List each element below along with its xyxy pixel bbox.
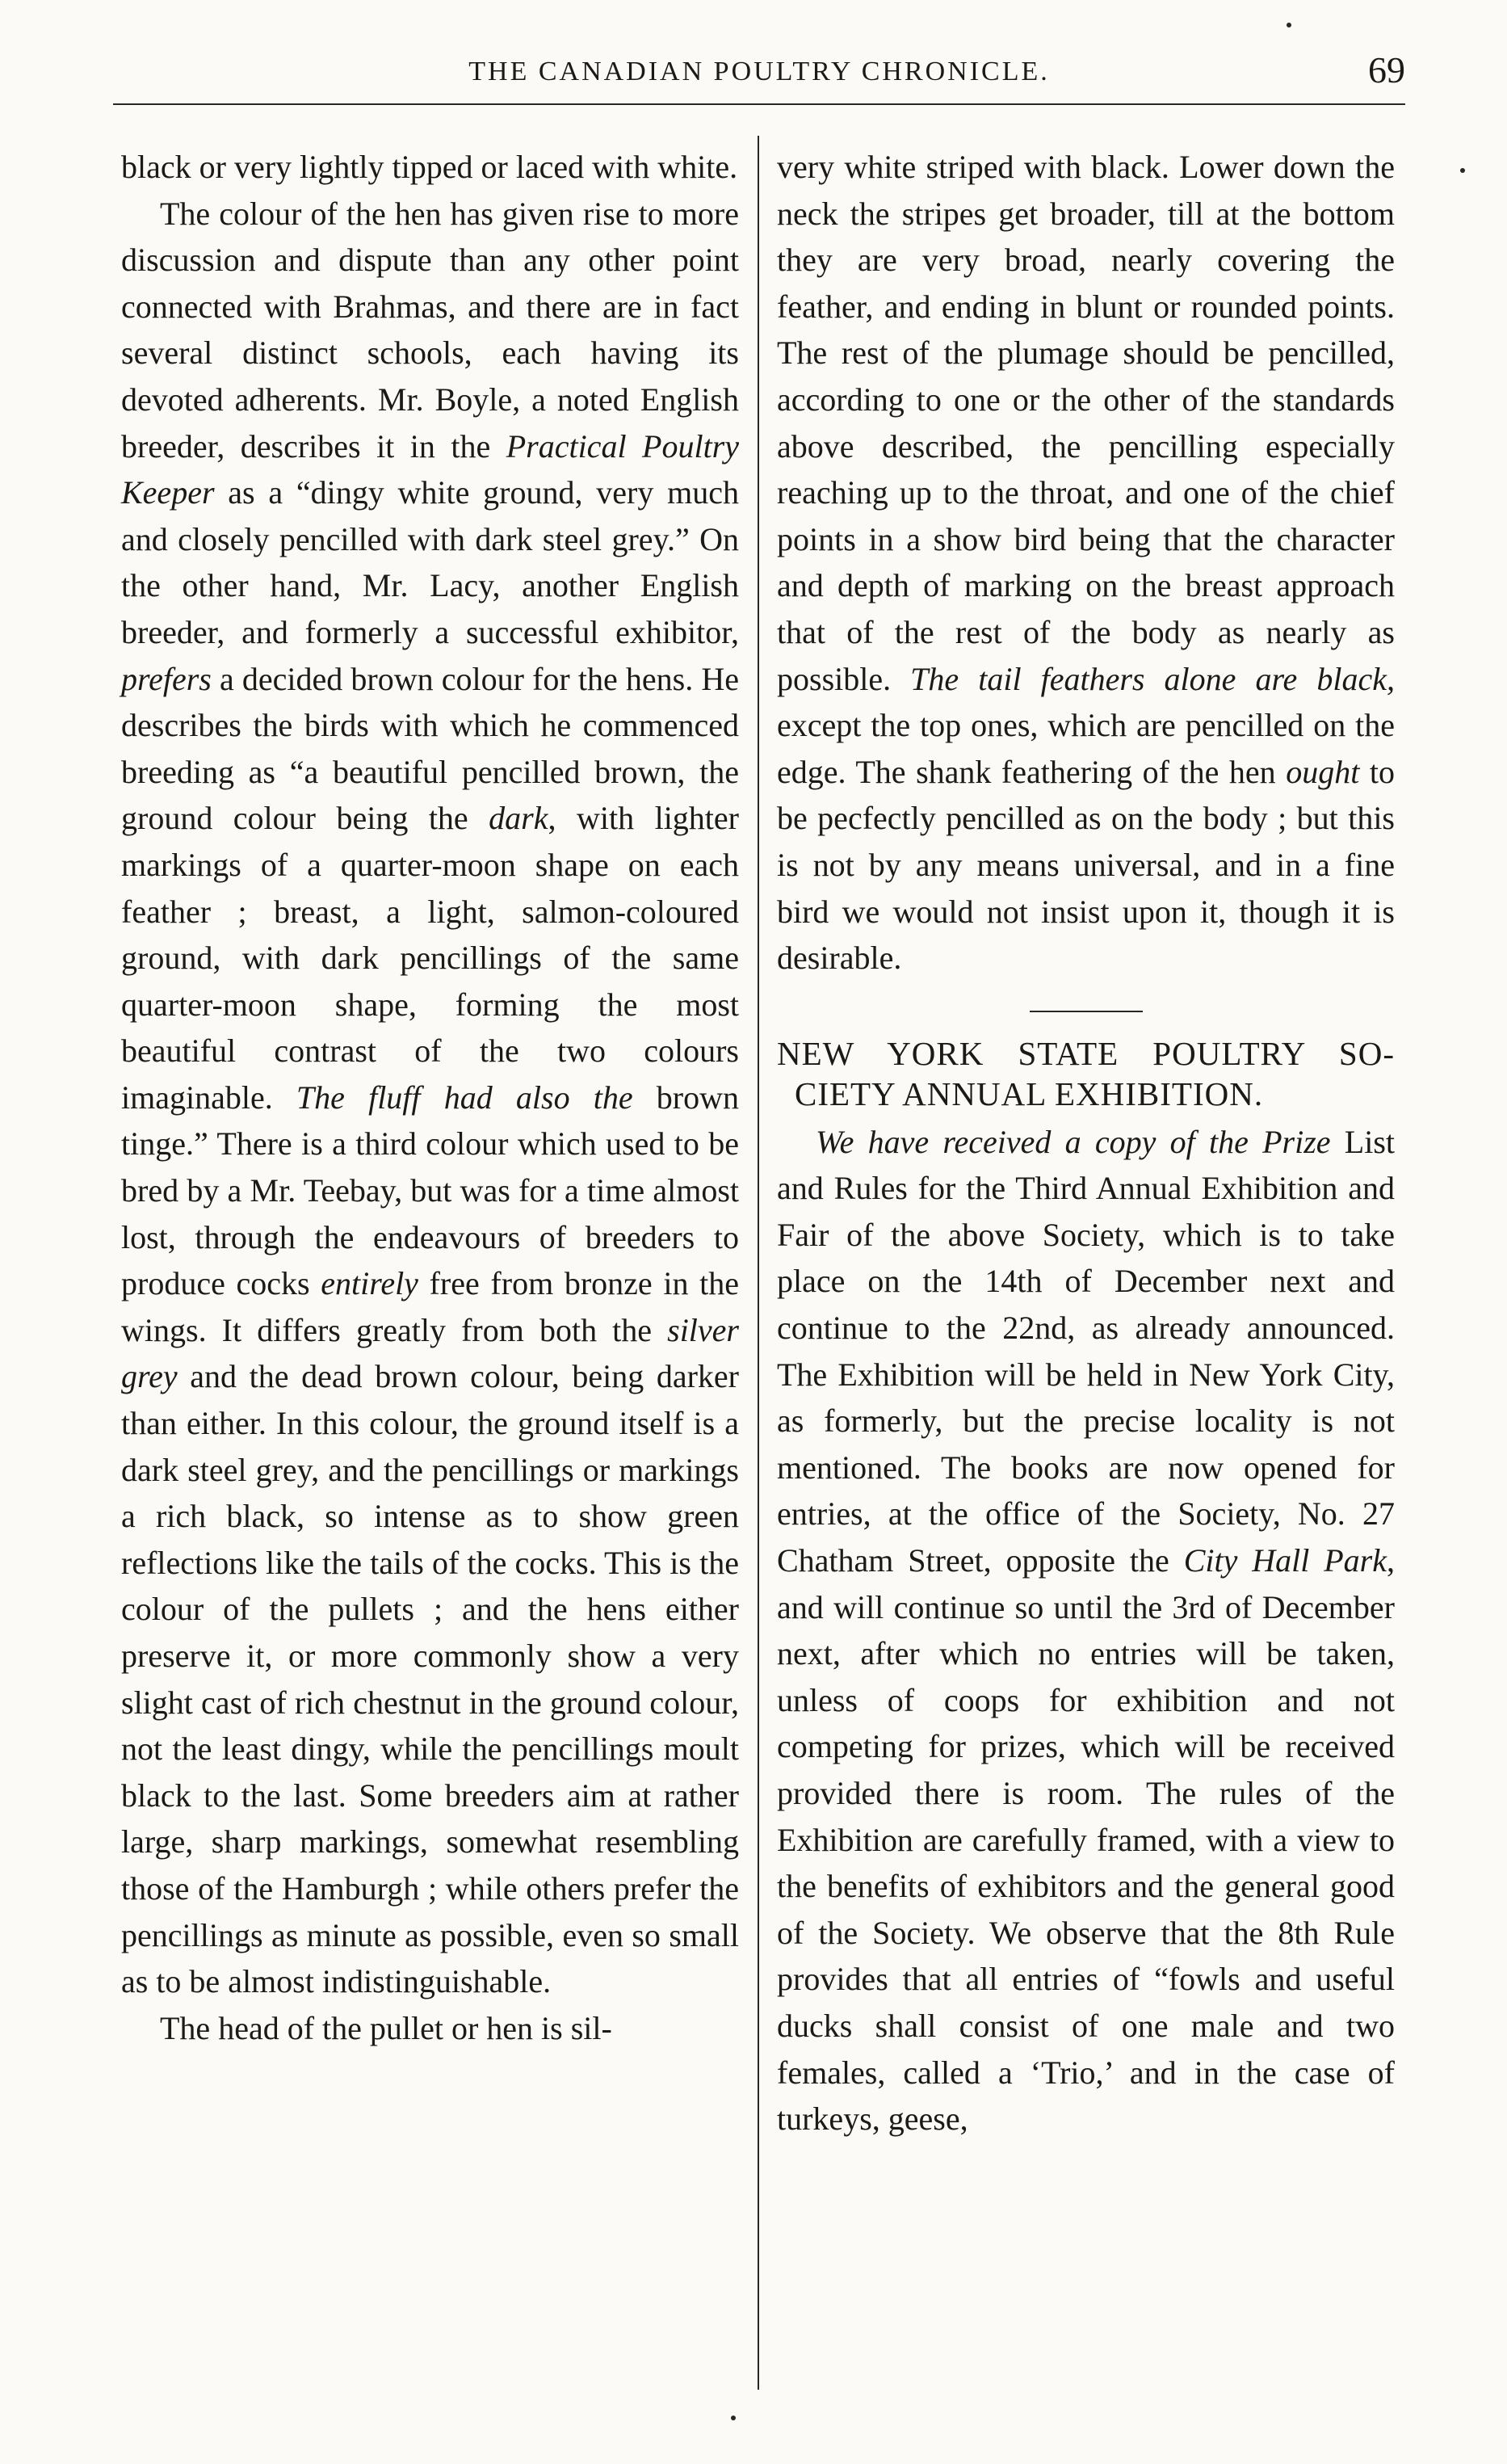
italic-text: ought <box>1286 753 1360 790</box>
heading-line: CIETY ANNUAL EXHIBITION. <box>795 1074 1264 1112</box>
italic-text: The fluff had also the <box>296 1079 633 1116</box>
section-heading <box>777 1033 1395 1114</box>
text-run: very white striped with black. Lower down the neck the stripes get broader, till at the bottom they are very broad, nearly covering the feather, and ending in blunt or rounded points. The rest of the plumage should be pencilled, according to one or the other of the standards above described, the pencilling especially reaching up to the throat, and one of the chief points in a show bird being that the character and depth of marking on the breast approach that of the rest of the body as nearly as possible. <box>777 149 1395 697</box>
paragraph <box>777 144 1395 982</box>
text-run: black or very lightly tipped or laced with white. <box>121 149 738 185</box>
text-run: The colour of the hen has given rise to more discussion and dispute than any other point connected with Brahmas, and there are in fact several distinct schools, each having its devoted adherents. Mr. Boyle, a noted English breeder, describes it in the <box>121 195 739 465</box>
left-column <box>121 144 739 2051</box>
text-run: , and will continue so until the 3rd of December next, after which no entries will be taken, unless of coops for exhibition and not competing for prizes, which will be received provided there is room. The rules of the Exhibition are carefully framed, with a view to the benefits of exhibitors and the general good of the Society. We observe that the 8th Rule provides that all entries of “fowls and useful ducks shall consist of one male and two females, called a ‘Trio,’ and in the case of turkeys, geese, <box>777 1542 1395 2138</box>
italic-text: entirely <box>321 1265 418 1302</box>
text-run: , with lighter markings of a quarter-moon shape on each feather ; breast, a light, salmon-coloured ground, with dark pencillings of the same quarter-moon shape, forming the most beautiful contrast of the two colours imaginable. <box>121 800 739 1116</box>
text-run: as a “dingy white ground, very much and closely pencilled with dark steel grey.” On the other hand, Mr. Lacy, another English breeder, and formerly a successful exhibitor, <box>121 474 739 650</box>
print-speck <box>731 2416 736 2420</box>
italic-text: The tail feathers alone are black, <box>910 660 1395 697</box>
italic-text: silver grey <box>121 1311 739 1395</box>
italic-text: prefers <box>121 660 212 697</box>
text-run: a decided brown colour for the hens. He describes the birds with which he commenced breeding as “a beautiful pencilled brown, the ground colour being the <box>121 660 739 837</box>
print-speck <box>1460 168 1465 173</box>
running-title: THE CANADIAN POULTRY CHRONICLE. <box>468 57 1050 86</box>
paragraph <box>121 191 739 2005</box>
text-run: free from bronze in the wings. It differs greatly from both the <box>121 1265 739 1348</box>
column-divider <box>758 136 759 2390</box>
italic-text: dark <box>489 800 548 837</box>
italic-text: City Hall Park <box>1183 1542 1387 1579</box>
text-run: except the top ones, which are pencilled on the edge. The shank feathering of the hen <box>777 707 1395 790</box>
text-run: The head of the pullet or hen is sil- <box>160 2009 612 2046</box>
header-rule <box>113 103 1405 105</box>
paragraph <box>777 1119 1395 2142</box>
text-run: List and Rules for the Third Annual Exhibition and Fair of the above Society, which is to take place on the 14th of December next and continue to the 22nd, as already announced. The Exhibition will be held in New York City, as formerly, but the precise locality is not mentioned. The books are now opened for entries, at the office of the Society, No. 27 Chatham Street, opposite the <box>777 1123 1396 1579</box>
italic-text: We have received a copy of the Prize <box>816 1123 1331 1160</box>
print-speck <box>1287 23 1291 27</box>
heading-line: NEW YORK STATE POULTRY SO- <box>777 1034 1395 1072</box>
section-rule <box>1030 1011 1143 1012</box>
page-header <box>113 50 1405 99</box>
italic-text: Practical Poultry Keeper <box>121 427 740 511</box>
text-run: brown tinge.” There is a third colour which used to be bred by a Mr. Teebay, but was for a time almost lost, through the endeavours of breeders to produce cocks <box>121 1079 740 1302</box>
text-run: to be pecfectly pencilled as on the body ; but this is not by any means universal, and in a fine bird we would not insist upon it, though it is desirable. <box>777 753 1395 977</box>
paragraph <box>121 144 739 191</box>
right-column <box>777 144 1395 2142</box>
text-run: and the dead brown colour, being darker than either. In this colour, the ground itself is a dark steel grey, and the pencillings or markings a rich black, so intense as to show green reflections like the tails of the cocks. This is the colour of the pullets ; and the hens either preserve it, or more commonly show a very slight cast of rich chestnut in the ground colour, not the least dingy, while the pencillings moult black to the last. Some breeders aim at rather large, sharp markings, somewhat resembling those of the Hamburgh ; while others prefer the pencillings as minute as possible, even so small as to be almost indistinguishable. <box>121 1358 739 2000</box>
paragraph <box>121 2005 739 2052</box>
page-number: 69 <box>1368 49 1405 90</box>
